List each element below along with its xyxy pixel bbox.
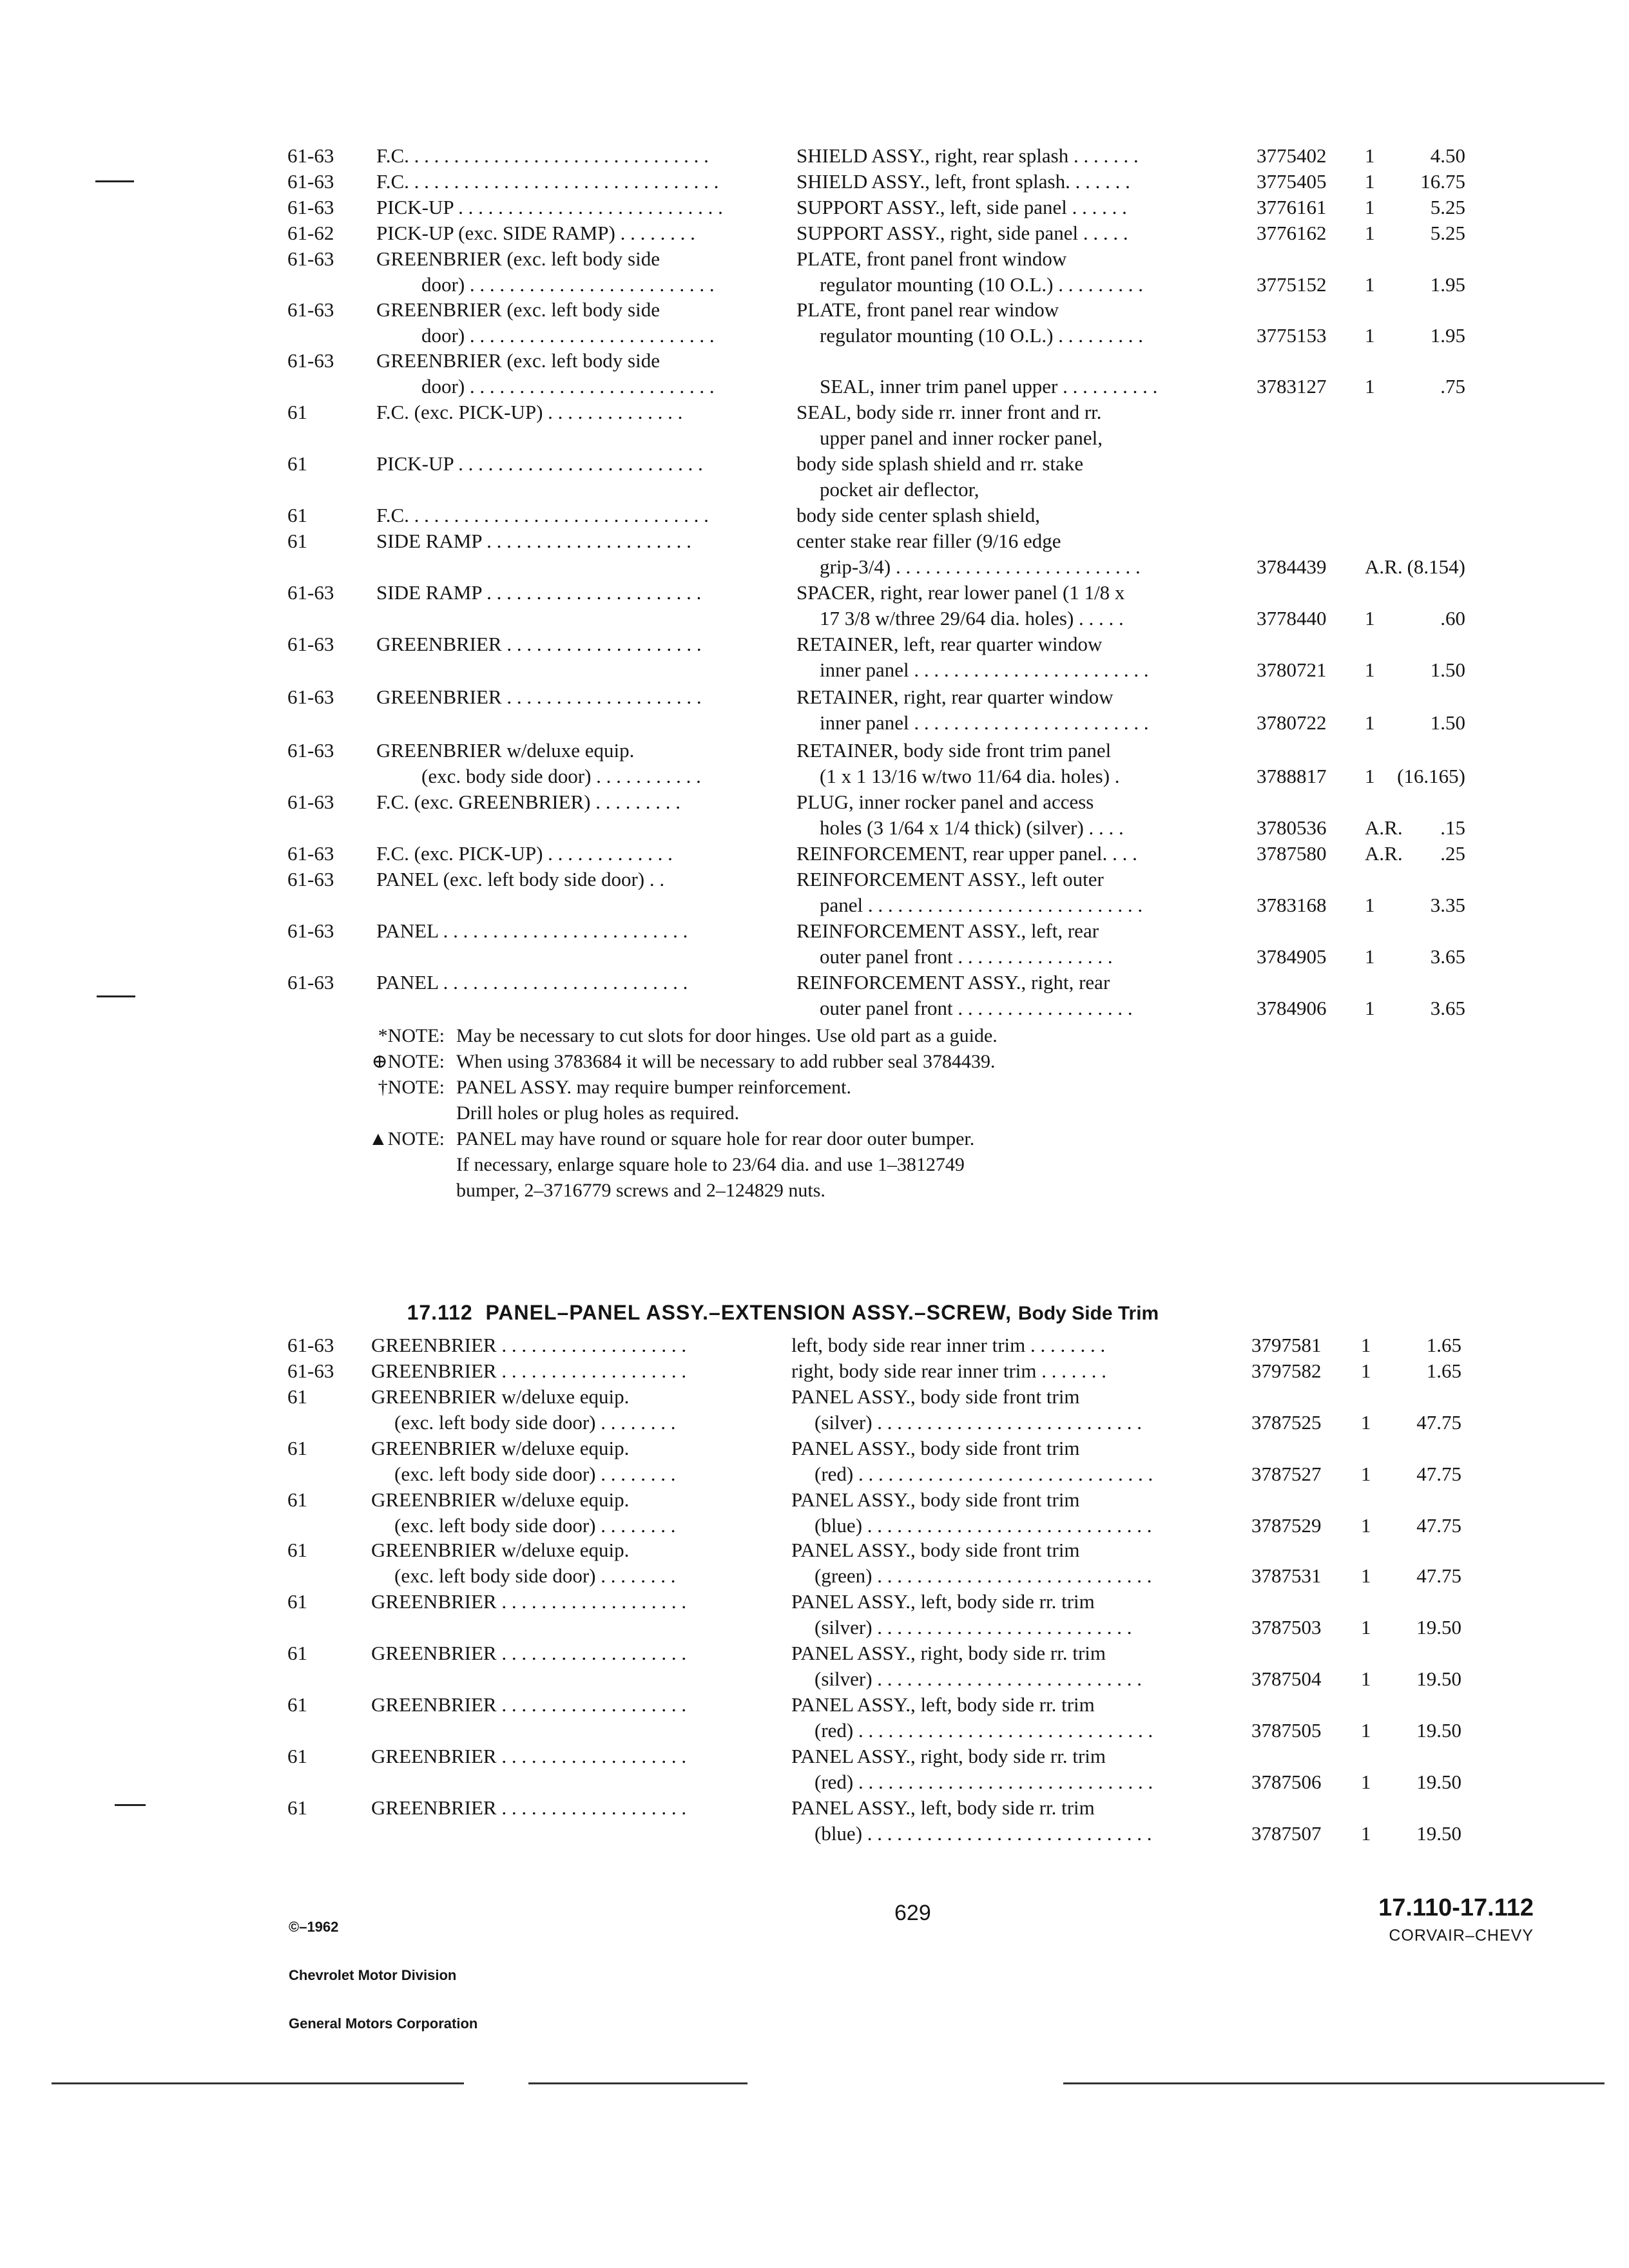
row-price: .25 xyxy=(1440,842,1465,865)
row-description: PANEL ASSY., right, body side rr. trim xyxy=(791,1745,1106,1767)
row-model: F.C. (exc. PICK-UP) . . . . . . . . . . . . . . xyxy=(376,401,683,423)
row-part-number: 3787506 xyxy=(1251,1771,1322,1793)
bottom-rule xyxy=(528,2082,747,2084)
row-price: 19.50 xyxy=(1416,1771,1461,1793)
row-description: SEAL, body side rr. inner front and rr. xyxy=(796,401,1102,423)
row-description: SHIELD ASSY., left, front splash. . . . . . . xyxy=(796,170,1130,193)
row-year: 61-63 xyxy=(287,868,334,890)
row-price: 19.50 xyxy=(1416,1616,1461,1639)
row-quantity: 1 xyxy=(1365,894,1375,916)
row-quantity: 1 xyxy=(1361,1564,1371,1587)
row-part-number: 3780722 xyxy=(1257,711,1327,734)
note-text: If necessary, enlarge square hole to 23/64 dia. and use 1–3812749 xyxy=(456,1154,965,1175)
row-price: 1.95 xyxy=(1430,324,1465,347)
row-year: 61 xyxy=(287,1437,307,1459)
row-part-number: 3787531 xyxy=(1251,1564,1322,1587)
row-model: PICK-UP . . . . . . . . . . . . . . . . . . . . . . . . . . . xyxy=(376,196,723,218)
row-part-number: 3787527 xyxy=(1251,1463,1322,1485)
row-description: upper panel and inner rocker panel, xyxy=(820,427,1103,449)
row-quantity: A.R. xyxy=(1365,842,1403,865)
row-part-number: 3787529 xyxy=(1251,1514,1322,1537)
note-text: PANEL may have round or square hole for rear door outer bumper. xyxy=(456,1128,975,1149)
row-model: GREENBRIER w/deluxe equip. xyxy=(371,1385,630,1408)
row-description: PANEL ASSY., body side front trim xyxy=(791,1539,1080,1561)
row-model: F.C. (exc. GREENBRIER) . . . . . . . . . xyxy=(376,791,680,813)
row-quantity: 1 xyxy=(1365,196,1375,218)
note-label: ⊕NOTE: xyxy=(371,1051,445,1072)
row-description: (green) . . . . . . . . . . . . . . . . . . . . . . . . . . . . xyxy=(815,1564,1152,1587)
row-year: 61 xyxy=(287,1385,307,1408)
row-description: (silver) . . . . . . . . . . . . . . . . . . . . . . . . . . xyxy=(815,1616,1132,1639)
row-model: GREENBRIER . . . . . . . . . . . . . . . . . . . xyxy=(371,1590,687,1613)
row-description: body side splash shield and rr. stake xyxy=(796,452,1084,475)
note-text: Drill holes or plug holes as required. xyxy=(456,1102,740,1124)
row-part-number: 3788817 xyxy=(1257,765,1327,787)
row-price: 1.65 xyxy=(1426,1360,1461,1382)
row-model: F.C. (exc. PICK-UP) . . . . . . . . . . . . . xyxy=(376,842,673,865)
row-model: SIDE RAMP . . . . . . . . . . . . . . . . . . . . . . xyxy=(376,581,702,604)
note-label: *NOTE: xyxy=(378,1025,445,1046)
row-part-number: 3775402 xyxy=(1257,144,1327,167)
row-description: regulator mounting (10 O.L.) . . . . . . . . . xyxy=(820,273,1143,296)
row-description: PANEL ASSY., left, body side rr. trim xyxy=(791,1590,1095,1613)
row-quantity: 1 xyxy=(1361,1463,1371,1485)
row-quantity: 1 xyxy=(1365,170,1375,193)
row-description: (blue) . . . . . . . . . . . . . . . . . . . . . . . . . . . . . xyxy=(815,1822,1152,1845)
row-model: (exc. body side door) . . . . . . . . . . . xyxy=(421,765,701,787)
row-part-number: 3775152 xyxy=(1257,273,1327,296)
row-model: SIDE RAMP . . . . . . . . . . . . . . . . . . . . . xyxy=(376,530,691,552)
copyright-year: ©–1962 xyxy=(289,1919,339,1935)
row-quantity: 1 xyxy=(1361,1719,1371,1742)
row-part-number: 3784905 xyxy=(1257,945,1327,968)
row-part-number: 3775153 xyxy=(1257,324,1327,347)
note-text: PANEL ASSY. may require bumper reinforcement. xyxy=(456,1077,851,1098)
row-year: 61-63 xyxy=(287,144,334,167)
row-price: 3.65 xyxy=(1430,945,1465,968)
row-year: 61-63 xyxy=(287,196,334,218)
row-price: 1.65 xyxy=(1426,1334,1461,1356)
row-model: GREENBRIER . . . . . . . . . . . . . . . . . . . xyxy=(371,1796,687,1819)
page-number: 629 xyxy=(894,1901,931,1925)
row-description: SPACER, right, rear lower panel (1 1/8 x xyxy=(796,581,1125,604)
row-price: 3.65 xyxy=(1430,997,1465,1019)
row-description: left, body side rear inner trim . . . . . . . . xyxy=(791,1334,1106,1356)
row-description: RETAINER, body side front trim panel xyxy=(796,739,1112,762)
row-quantity: A.R. xyxy=(1365,555,1403,578)
row-price: 47.75 xyxy=(1416,1514,1461,1537)
copyright-block xyxy=(289,1887,477,2064)
row-price: 5.25 xyxy=(1430,196,1465,218)
row-price: 5.25 xyxy=(1430,222,1465,244)
row-price: 47.75 xyxy=(1416,1463,1461,1485)
row-part-number: 3784906 xyxy=(1257,997,1327,1019)
row-quantity: 1 xyxy=(1365,324,1375,347)
row-part-number: 3783127 xyxy=(1257,375,1327,398)
row-model: PANEL (exc. left body side door) . . xyxy=(376,868,665,890)
row-model: GREENBRIER . . . . . . . . . . . . . . . . . . . . xyxy=(376,686,702,708)
row-year: 61-63 xyxy=(287,919,334,942)
section-range: 17.110-17.112 xyxy=(1378,1894,1534,1921)
row-price: 16.75 xyxy=(1420,170,1465,193)
row-description: PANEL ASSY., body side front trim xyxy=(791,1488,1080,1511)
row-year: 61 xyxy=(287,504,307,526)
row-description: (red) . . . . . . . . . . . . . . . . . . . . . . . . . . . . . . xyxy=(815,1719,1153,1742)
row-model: (exc. left body side door) . . . . . . . . xyxy=(394,1514,676,1537)
row-model: F.C. . . . . . . . . . . . . . . . . . . . . . . . . . . . . . . xyxy=(376,504,709,526)
row-quantity: 1 xyxy=(1361,1360,1371,1382)
row-quantity: 1 xyxy=(1365,945,1375,968)
row-quantity: 1 xyxy=(1361,1334,1371,1356)
row-year: 61-63 xyxy=(287,791,334,813)
row-model: GREENBRIER (exc. left body side xyxy=(376,349,660,372)
margin-mark xyxy=(97,995,135,997)
row-quantity: 1 xyxy=(1365,711,1375,734)
row-description: holes (3 1/64 x 1/4 thick) (silver) . . . . xyxy=(820,816,1124,839)
row-description: 17 3/8 w/three 29/64 dia. holes) . . . . . xyxy=(820,607,1124,629)
row-description: body side center splash shield, xyxy=(796,504,1040,526)
row-part-number: 3776161 xyxy=(1257,196,1327,218)
row-quantity: 1 xyxy=(1361,1822,1371,1845)
row-part-number: 3778440 xyxy=(1257,607,1327,629)
row-price: 1.50 xyxy=(1430,711,1465,734)
row-part-number: 3787505 xyxy=(1251,1719,1322,1742)
margin-mark xyxy=(95,180,134,182)
row-description: center stake rear filler (9/16 edge xyxy=(796,530,1061,552)
row-description: inner panel . . . . . . . . . . . . . . . . . . . . . . . . xyxy=(820,711,1149,734)
row-year: 61-63 xyxy=(287,739,334,762)
row-price: 1.50 xyxy=(1430,658,1465,681)
row-price: 1.95 xyxy=(1430,273,1465,296)
row-quantity: 1 xyxy=(1365,144,1375,167)
row-price: (16.165) xyxy=(1397,765,1465,787)
row-price: .15 xyxy=(1440,816,1465,839)
row-description: SUPPORT ASSY., left, side panel . . . . . . xyxy=(796,196,1127,218)
row-year: 61-63 xyxy=(287,581,334,604)
note-label: †NOTE: xyxy=(378,1077,445,1098)
row-year: 61-63 xyxy=(287,349,334,372)
row-description: grip-3/4) . . . . . . . . . . . . . . . . . . . . . . . . . xyxy=(820,555,1141,578)
row-description: PLATE, front panel rear window xyxy=(796,298,1059,321)
row-description: pocket air deflector, xyxy=(820,478,979,501)
row-quantity: 1 xyxy=(1361,1667,1371,1690)
row-model: GREENBRIER . . . . . . . . . . . . . . . . . . . xyxy=(371,1693,687,1716)
row-description: SHIELD ASSY., right, rear splash . . . . . . . xyxy=(796,144,1139,167)
row-part-number: 3780721 xyxy=(1257,658,1327,681)
section-number: 17.112 xyxy=(407,1301,473,1324)
row-description: REINFORCEMENT ASSY., left, rear xyxy=(796,919,1099,942)
row-description: right, body side rear inner trim . . . . . . . xyxy=(791,1360,1107,1382)
row-description: PANEL ASSY., left, body side rr. trim xyxy=(791,1693,1095,1716)
row-description: PANEL ASSY., body side front trim xyxy=(791,1437,1080,1459)
row-year: 61 xyxy=(287,1693,307,1716)
row-model: PANEL . . . . . . . . . . . . . . . . . . . . . . . . . xyxy=(376,971,688,994)
row-quantity: 1 xyxy=(1365,273,1375,296)
row-year: 61-62 xyxy=(287,222,334,244)
row-quantity: 1 xyxy=(1361,1616,1371,1639)
row-year: 61-63 xyxy=(287,1334,334,1356)
row-model: F.C. . . . . . . . . . . . . . . . . . . . . . . . . . . . . . . . xyxy=(376,170,719,193)
row-model: PICK-UP . . . . . . . . . . . . . . . . . . . . . . . . . xyxy=(376,452,703,475)
row-model: GREENBRIER . . . . . . . . . . . . . . . . . . . xyxy=(371,1334,687,1356)
row-description: PANEL ASSY., left, body side rr. trim xyxy=(791,1796,1095,1819)
row-description: (red) . . . . . . . . . . . . . . . . . . . . . . . . . . . . . . xyxy=(815,1463,1153,1485)
row-description: regulator mounting (10 O.L.) . . . . . . . . . xyxy=(820,324,1143,347)
row-description: PANEL ASSY., body side front trim xyxy=(791,1385,1080,1408)
row-year: 61 xyxy=(287,401,307,423)
row-price: 47.75 xyxy=(1416,1564,1461,1587)
row-year: 61-63 xyxy=(287,842,334,865)
row-model: GREENBRIER . . . . . . . . . . . . . . . . . . . xyxy=(371,1360,687,1382)
row-price: (8.154) xyxy=(1407,555,1465,578)
row-quantity: 1 xyxy=(1361,1771,1371,1793)
row-part-number: 3787504 xyxy=(1251,1667,1322,1690)
row-part-number: 3787525 xyxy=(1251,1411,1322,1434)
row-description: PLATE, front panel front window xyxy=(796,247,1067,270)
row-year: 61-63 xyxy=(287,298,334,321)
row-description: (blue) . . . . . . . . . . . . . . . . . . . . . . . . . . . . . xyxy=(815,1514,1152,1537)
row-description: RETAINER, right, rear quarter window xyxy=(796,686,1113,708)
row-model: F.C. . . . . . . . . . . . . . . . . . . . . . . . . . . . . . . xyxy=(376,144,709,167)
row-description: RETAINER, left, rear quarter window xyxy=(796,633,1103,655)
row-year: 61-63 xyxy=(287,170,334,193)
row-part-number: 3783168 xyxy=(1257,894,1327,916)
row-price: 47.75 xyxy=(1416,1411,1461,1434)
row-model: PICK-UP (exc. SIDE RAMP) . . . . . . . . xyxy=(376,222,695,244)
row-part-number: 3776162 xyxy=(1257,222,1327,244)
row-model: door) . . . . . . . . . . . . . . . . . . . . . . . . . xyxy=(421,324,715,347)
copyright-corporation: General Motors Corporation xyxy=(289,2015,478,2032)
row-quantity: 1 xyxy=(1365,222,1375,244)
row-model: door) . . . . . . . . . . . . . . . . . . . . . . . . . xyxy=(421,375,715,398)
row-description: outer panel front . . . . . . . . . . . . . . . . . . xyxy=(820,997,1133,1019)
row-description: (silver) . . . . . . . . . . . . . . . . . . . . . . . . . . . xyxy=(815,1667,1142,1690)
row-price: .75 xyxy=(1440,375,1465,398)
row-price: 19.50 xyxy=(1416,1719,1461,1742)
row-part-number: 3775405 xyxy=(1257,170,1327,193)
row-year: 61 xyxy=(287,1745,307,1767)
row-quantity: 1 xyxy=(1361,1411,1371,1434)
row-quantity: 1 xyxy=(1365,765,1375,787)
row-year: 61 xyxy=(287,452,307,475)
row-year: 61 xyxy=(287,1590,307,1613)
row-description: panel . . . . . . . . . . . . . . . . . . . . . . . . . . . . xyxy=(820,894,1143,916)
row-part-number: 3780536 xyxy=(1257,816,1327,839)
row-description: REINFORCEMENT ASSY., right, rear xyxy=(796,971,1110,994)
row-description: outer panel front . . . . . . . . . . . . . . . . xyxy=(820,945,1113,968)
copyright-division: Chevrolet Motor Division xyxy=(289,1967,457,1983)
row-year: 61-63 xyxy=(287,686,334,708)
row-price: 4.50 xyxy=(1430,144,1465,167)
row-description: inner panel . . . . . . . . . . . . . . . . . . . . . . . . xyxy=(820,658,1149,681)
row-quantity: A.R. xyxy=(1365,816,1403,839)
row-model: PANEL . . . . . . . . . . . . . . . . . . . . . . . . . xyxy=(376,919,688,942)
row-quantity: 1 xyxy=(1365,375,1375,398)
row-part-number: 3797581 xyxy=(1251,1334,1322,1356)
row-description: (red) . . . . . . . . . . . . . . . . . . . . . . . . . . . . . . xyxy=(815,1771,1153,1793)
row-description: REINFORCEMENT ASSY., left outer xyxy=(796,868,1104,890)
row-description: PANEL ASSY., right, body side rr. trim xyxy=(791,1642,1106,1664)
row-model: GREENBRIER . . . . . . . . . . . . . . . . . . . xyxy=(371,1642,687,1664)
row-quantity: 1 xyxy=(1361,1514,1371,1537)
row-quantity: 1 xyxy=(1365,607,1375,629)
row-year: 61 xyxy=(287,1796,307,1819)
row-quantity: 1 xyxy=(1365,658,1375,681)
row-description: (1 x 1 13/16 w/two 11/64 dia. holes) . xyxy=(820,765,1120,787)
row-model: GREENBRIER w/deluxe equip. xyxy=(371,1488,630,1511)
row-model: GREENBRIER w/deluxe equip. xyxy=(376,739,635,762)
note-text: bumper, 2–3716779 screws and 2–124829 nuts. xyxy=(456,1180,825,1201)
row-model: GREENBRIER (exc. left body side xyxy=(376,298,660,321)
row-year: 61 xyxy=(287,530,307,552)
row-year: 61 xyxy=(287,1539,307,1561)
row-year: 61-63 xyxy=(287,1360,334,1382)
row-part-number: 3787503 xyxy=(1251,1616,1322,1639)
row-model: GREENBRIER . . . . . . . . . . . . . . . . . . . . xyxy=(376,633,702,655)
bottom-rule xyxy=(52,2082,464,2084)
section-title: PANEL–PANEL ASSY.–EXTENSION ASSY.–SCREW, xyxy=(485,1301,1012,1324)
row-part-number: 3797582 xyxy=(1251,1360,1322,1382)
row-part-number: 3784439 xyxy=(1257,555,1327,578)
note-text: When using 3783684 it will be necessary to add rubber seal 3784439. xyxy=(456,1051,996,1072)
row-model: (exc. left body side door) . . . . . . . . xyxy=(394,1564,676,1587)
row-price: 3.35 xyxy=(1430,894,1465,916)
row-part-number: 3787580 xyxy=(1257,842,1327,865)
row-model: door) . . . . . . . . . . . . . . . . . . . . . . . . . xyxy=(421,273,715,296)
row-description: REINFORCEMENT, rear upper panel. . . . xyxy=(796,842,1137,865)
row-price: .60 xyxy=(1440,607,1465,629)
row-year: 61-63 xyxy=(287,971,334,994)
row-price: 19.50 xyxy=(1416,1667,1461,1690)
row-model: GREENBRIER . . . . . . . . . . . . . . . . . . . xyxy=(371,1745,687,1767)
row-description: (silver) . . . . . . . . . . . . . . . . . . . . . . . . . . . xyxy=(815,1411,1142,1434)
row-price: 19.50 xyxy=(1416,1822,1461,1845)
row-description: PLUG, inner rocker panel and access xyxy=(796,791,1094,813)
row-model: GREENBRIER (exc. left body side xyxy=(376,247,660,270)
section-subtitle: Body Side Trim xyxy=(1017,1303,1159,1324)
row-year: 61 xyxy=(287,1642,307,1664)
row-quantity: 1 xyxy=(1365,997,1375,1019)
row-description: SUPPORT ASSY., right, side panel . . . . . xyxy=(796,222,1128,244)
row-model: (exc. left body side door) . . . . . . . . xyxy=(394,1411,676,1434)
note-label: ▲NOTE: xyxy=(368,1128,445,1149)
row-year: 61 xyxy=(287,1488,307,1511)
row-year: 61-63 xyxy=(287,247,334,270)
row-model: GREENBRIER w/deluxe equip. xyxy=(371,1437,630,1459)
row-model: (exc. left body side door) . . . . . . . . xyxy=(394,1463,676,1485)
note-text: May be necessary to cut slots for door hinges. Use old part as a guide. xyxy=(456,1025,998,1046)
row-model: GREENBRIER w/deluxe equip. xyxy=(371,1539,630,1561)
row-year: 61-63 xyxy=(287,633,334,655)
row-part-number: 3787507 xyxy=(1251,1822,1322,1845)
margin-mark xyxy=(115,1804,146,1806)
book-title: CORVAIR–CHEVY xyxy=(1389,1927,1534,1945)
bottom-rule xyxy=(1063,2082,1605,2084)
row-description: SEAL, inner trim panel upper . . . . . . . . . . xyxy=(820,375,1158,398)
